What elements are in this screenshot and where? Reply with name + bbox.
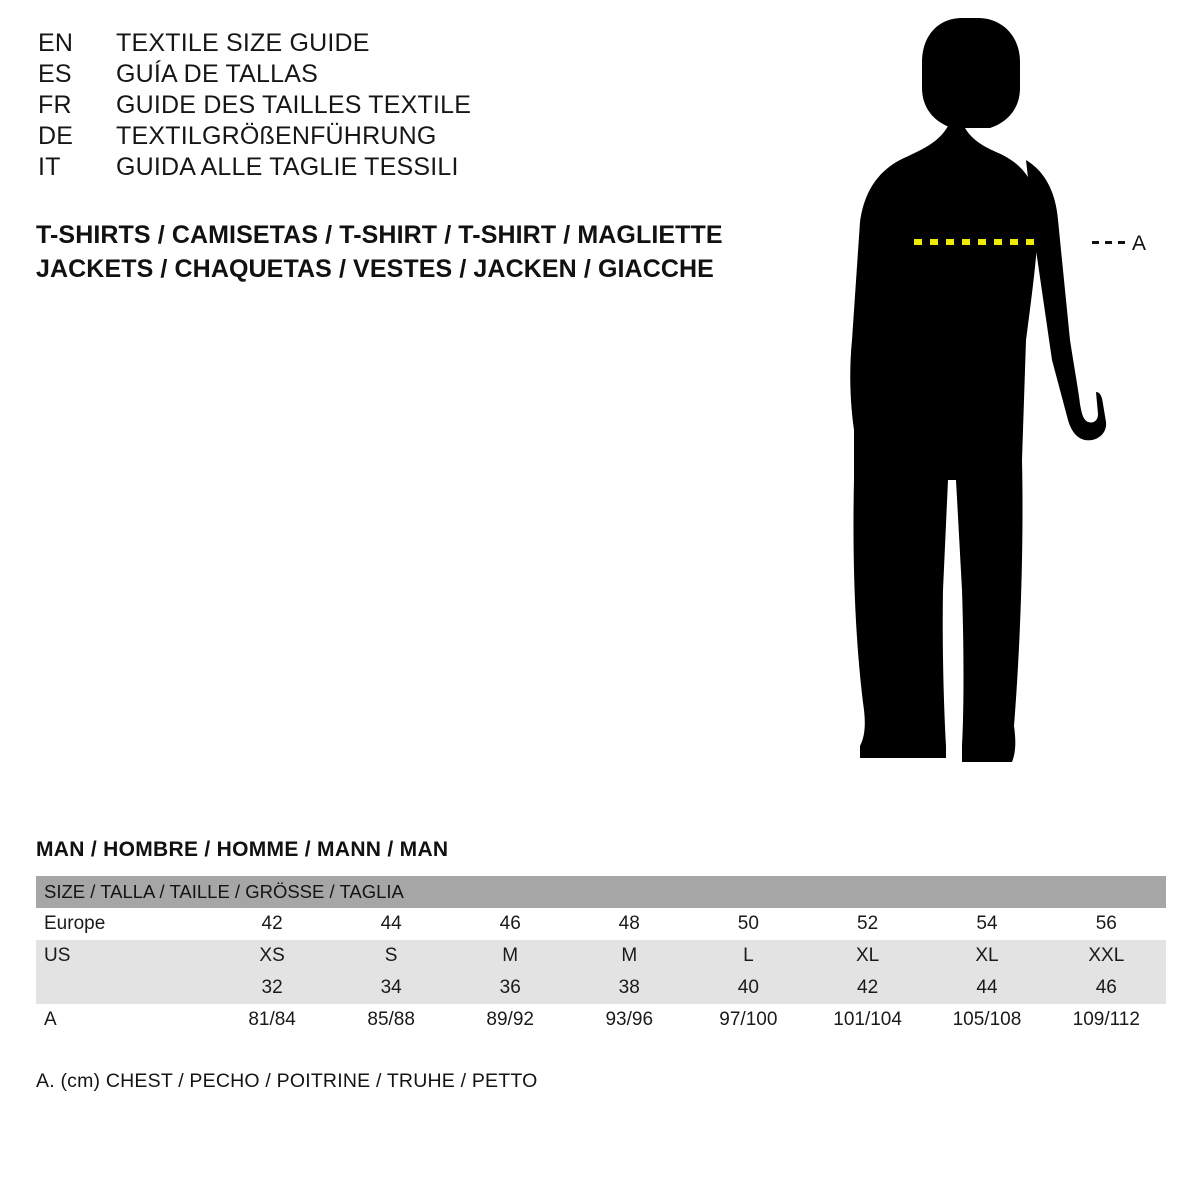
table-row (36, 972, 1166, 1004)
cell-value: 105/108 (927, 1004, 1046, 1036)
cell-value: 46 (451, 908, 570, 940)
cell-value: XL (808, 940, 927, 972)
category-jackets: JACKETS / CHAQUETAS / VESTES / JACKEN / GIACCHE (36, 255, 714, 283)
row-label: A (36, 1004, 213, 1036)
cell-value: 81/84 (213, 1004, 332, 1036)
cell-value: 36 (451, 972, 570, 1004)
cell-value: 97/100 (689, 1004, 808, 1036)
cell-value: 42 (808, 972, 927, 1004)
language-code: FR (38, 91, 72, 119)
row-label: Europe (36, 908, 213, 940)
cell-value: L (689, 940, 808, 972)
table-header-label: SIZE / TALLA / TAILLE / GRÖSSE / TAGLIA (36, 876, 1166, 908)
cell-value: 44 (927, 972, 1046, 1004)
cell-value: S (332, 940, 451, 972)
measure-label-a: A (1132, 232, 1147, 255)
cell-value: XS (213, 940, 332, 972)
language-title: TEXTILE SIZE GUIDE (116, 29, 370, 57)
body-silhouette-figure (830, 10, 1180, 800)
cell-value: 52 (808, 908, 927, 940)
table-row (36, 1004, 1166, 1036)
language-code: ES (38, 60, 72, 88)
language-code: EN (38, 29, 74, 57)
cell-value: XL (927, 940, 1046, 972)
cell-value: 46 (1047, 972, 1166, 1004)
language-row (38, 152, 758, 183)
cell-value: 42 (213, 908, 332, 940)
cell-value: 101/104 (808, 1004, 927, 1036)
cell-value: M (451, 940, 570, 972)
cell-value: M (570, 940, 689, 972)
cell-value: XXL (1047, 940, 1166, 972)
size-table (36, 876, 1166, 1036)
language-title: GUIDA ALLE TAGLIE TESSILI (116, 153, 459, 181)
language-title: GUIDE DES TAILLES TEXTILE (116, 91, 472, 119)
cell-value: 85/88 (332, 1004, 451, 1036)
male-silhouette-icon (830, 10, 1180, 800)
cell-value: 32 (213, 972, 332, 1004)
category-tshirts: T-SHIRTS / CAMISETAS / T-SHIRT / T-SHIRT / MAGLIETTE (36, 221, 723, 249)
size-table-section (36, 838, 1166, 1093)
measure-leader-dashes (1092, 241, 1126, 244)
cell-value: 34 (332, 972, 451, 1004)
language-code: IT (38, 153, 61, 181)
language-row (38, 90, 758, 121)
table-heading: MAN / HOMBRE / HOMME / MANN / MAN (36, 838, 449, 861)
table-row (36, 940, 1166, 972)
cell-value: 109/112 (1047, 1004, 1166, 1036)
language-title: TEXTILGRÖßENFÜHRUNG (116, 122, 437, 150)
language-row (38, 59, 758, 90)
language-code: DE (38, 122, 74, 150)
language-list (38, 28, 758, 183)
language-title: GUÍA DE TALLAS (116, 60, 318, 88)
cell-value: 54 (927, 908, 1046, 940)
row-label (36, 972, 213, 1004)
language-row (38, 28, 758, 59)
row-label: US (36, 940, 213, 972)
cell-value: 48 (570, 908, 689, 940)
cell-value: 50 (689, 908, 808, 940)
cell-value: 56 (1047, 908, 1166, 940)
table-row (36, 876, 1166, 908)
table-row (36, 908, 1166, 940)
cell-value: 93/96 (570, 1004, 689, 1036)
cell-value: 89/92 (451, 1004, 570, 1036)
table-footnote: A. (cm) CHEST / PECHO / POITRINE / TRUHE / PETTO (36, 1070, 538, 1092)
language-row (38, 121, 758, 152)
cell-value: 40 (689, 972, 808, 1004)
cell-value: 44 (332, 908, 451, 940)
category-list (36, 218, 796, 286)
cell-value: 38 (570, 972, 689, 1004)
